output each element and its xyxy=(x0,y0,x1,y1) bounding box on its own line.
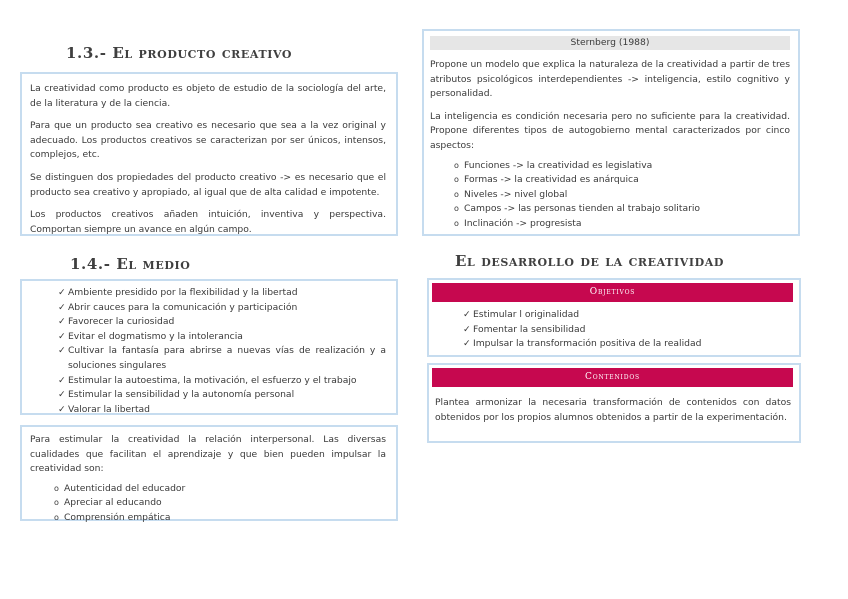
section-13-box xyxy=(20,72,398,236)
paragraph: La inteligencia es condición necesaria pero no suficiente para la creatividad. Propone diferentes tipos de autogobierno mental caracterizados por cinco aspectos: xyxy=(430,110,790,151)
list-item: ✓ Cultivar la fantasía para abrirse a nuevas vías de realización y a soluciones singulares xyxy=(58,345,386,371)
relation-text: Para estimular la creatividad la relación interpersonal. Las diversas cualidades que facilitan el aprendizaje y que bien pueden impulsar la creatividad son: xyxy=(30,434,386,475)
list-item: o Niveles -> nivel global xyxy=(430,188,790,203)
check-icon: ✓ xyxy=(463,309,471,320)
bullet-circle-icon: o xyxy=(454,218,459,228)
check-icon: ✓ xyxy=(58,330,66,342)
bullet-circle-icon: o xyxy=(454,160,459,170)
paragraph: Se distinguen dos propiedades del producto creativo -> es necesario que el producto sea creativo y apropiado, al igual que de alta calidad e impotente. xyxy=(30,171,386,198)
paragraph: La creatividad como producto es objeto de estudio de la sociología del arte, de la literatura y de la ciencia. xyxy=(30,83,386,109)
section-13-title: 1.3.- El producto creativo xyxy=(66,44,293,62)
list-item: o Comprensión empática xyxy=(30,511,386,526)
list-item: ✓ Estimular l originalidad xyxy=(439,308,791,323)
check-icon: ✓ xyxy=(463,338,471,350)
list-item: o Autenticidad del educador xyxy=(30,482,386,497)
contenidos-text: Plantea armonizar la necesaria transformación de contenidos con datos obtenidos por los propios alumnos obtenidos a partir de la experimentación. xyxy=(435,397,791,423)
list-item: ✓ Impulsar la transformación positiva de la realidad xyxy=(439,337,791,352)
sternberg-box xyxy=(422,29,800,236)
check-icon: ✓ xyxy=(58,403,66,415)
list-item: o Apreciar al educando xyxy=(30,496,386,511)
sternberg-title: Sternberg (1988) xyxy=(430,36,790,50)
list-item: ✓ Estimular la autoestima, la motivación, el esfuerzo y el trabajo xyxy=(34,374,386,389)
check-icon: ✓ xyxy=(58,287,66,298)
check-icon: ✓ xyxy=(58,389,66,401)
paragraph: Para que un producto sea creativo es necesario que sea a la vez original y adecuado. Los productos creativos se caracterizan por ser únicos, intensos, complejos, etc. xyxy=(30,120,386,161)
list-item: ✓ Abrir cauces para la comunicación y participación xyxy=(34,301,386,316)
list-item: ✓ Fomentar la sensibilidad xyxy=(439,323,791,338)
list-item: ✓ Favorecer la curiosidad xyxy=(34,315,386,330)
check-icon: ✓ xyxy=(58,301,66,313)
list-item: o Inclinación -> progresista xyxy=(430,217,790,232)
qualities-list xyxy=(30,482,386,526)
list-item: o Formas -> la creatividad es anárquica xyxy=(430,173,790,188)
check-icon: ✓ xyxy=(58,374,66,386)
paragraph: Propone un modelo que explica la naturaleza de la creatividad a partir de tres atributos psicológicos interdependientes -> inteligencia, estilo cognitivo y personalidad. xyxy=(430,59,790,100)
list-item: o Campos -> las personas tienden al trabajo solitario xyxy=(430,202,790,217)
medio-checklist-box xyxy=(20,279,398,415)
medio-checklist xyxy=(34,286,386,417)
relation-box xyxy=(20,425,398,521)
objetivos-label: Objetivos xyxy=(432,283,793,302)
desarrollo-title: El desarrollo de la creatividad xyxy=(455,252,725,270)
bullet-circle-icon: o xyxy=(454,189,459,199)
bullet-circle-icon: o xyxy=(54,483,59,493)
list-item: o Funciones -> la creatividad es legislativa xyxy=(430,159,790,174)
contenidos-label: Contenidos xyxy=(432,368,793,387)
check-icon: ✓ xyxy=(463,323,471,335)
bullet-circle-icon: o xyxy=(454,204,459,214)
check-icon: ✓ xyxy=(58,316,66,328)
objetivos-list xyxy=(439,308,791,352)
paragraph: Los productos creativos añaden intuición, inventiva y perspectiva. Comportan siempre un avance en algún campo. xyxy=(30,209,386,235)
bullet-circle-icon: o xyxy=(54,498,59,508)
section-14-title: 1.4.- El medio xyxy=(70,255,191,273)
bullet-circle-icon: o xyxy=(54,512,59,522)
check-icon: ✓ xyxy=(58,345,66,357)
list-item: ✓ Estimular la sensibilidad y la autonomía personal xyxy=(34,388,386,403)
list-item: ✓ Evitar el dogmatismo y la intolerancia xyxy=(34,330,386,345)
aspects-list xyxy=(430,159,790,232)
bullet-circle-icon: o xyxy=(454,175,459,185)
list-item: ✓ Ambiente presidido por la flexibilidad y la libertad xyxy=(34,286,386,301)
list-item: ✓ Valorar la libertad xyxy=(34,403,386,418)
